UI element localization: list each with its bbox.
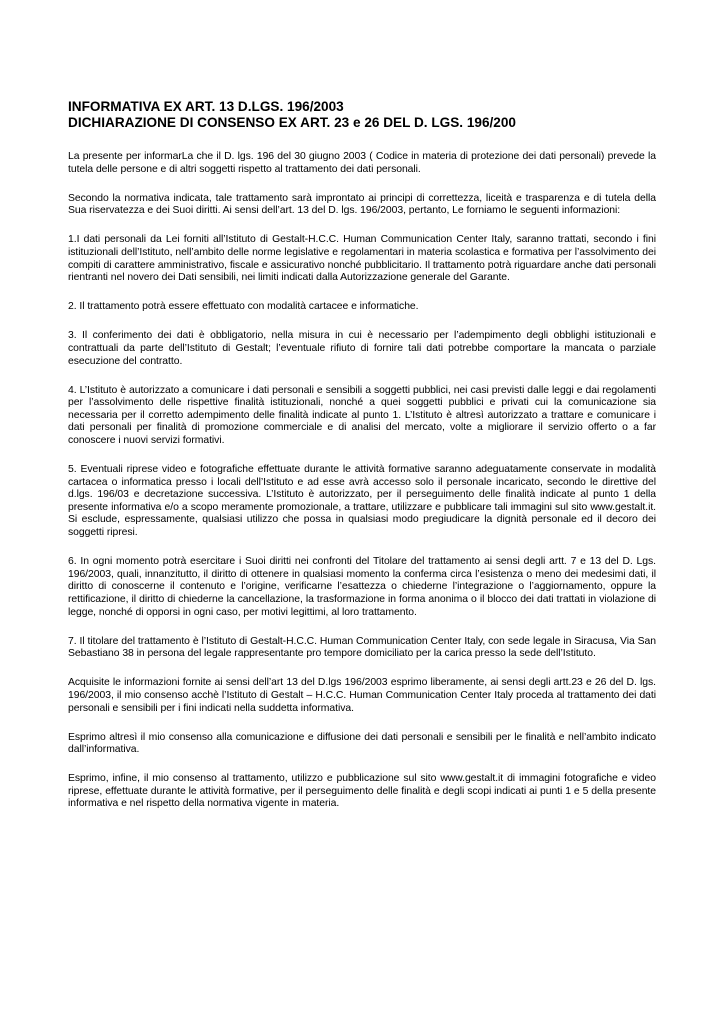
point-3-paragraph: 3. Il conferimento dei dati è obbligatorio, nella misura in cui è necessario per l’adempimento degli obblighi istituzionali e contrattuali da parte dell’Istituto di Gestalt; l’eventuale rifiuto di fornire tali dati potrebbe comportare la mancata o parziale esecuzione del contratto.	[68, 330, 656, 367]
point-1-paragraph: 1.I dati personali da Lei forniti all’Istituto di Gestalt-H.C.C. Human Communication Center Italy, saranno trattati, secondo i fini istituzionali dell’Istituto, nell’ambito delle norme legislative e regolamentari in materia scolastica e formativa per l’assolvimento dei compiti di carattere amministrativo, fiscale e assicurativo nonché pubblicitario. Il trattamento potrà riguardare anche dati personali rientranti nel novero dei Dati sensibili, nei limiti indicati dalla Autorizzazione generale del Garante.	[68, 234, 656, 284]
point-2-paragraph: 2. Il trattamento potrà essere effettuato con modalità cartacee e informatiche.	[68, 301, 419, 313]
intro-paragraph: La presente per informarLa che il D. lgs. 196 del 30 giugno 2003 ( Codice in materia di protezione dei dati personali) prevede la tutela delle persone e di altri soggetti rispetto al trattamento dei dati personali.	[68, 151, 656, 175]
point-7-paragraph: 7. Il titolare del trattamento è l’Istituto di Gestalt-H.C.C. Human Communication Center Italy, con sede legale in Siracusa, Via San Sebastiano 38 in persona del legale rappresentante pro tempore domiciliato per la carica presso la sede dell’Istituto.	[68, 635, 656, 660]
consent-images-paragraph: Esprimo, infine, il mio consenso al trattamento, utilizzo e pubblicazione sul sito www.gestalt.it di immagini fotografiche e video riprese, effettuate durante le attività formative, per il perseguimento delle finalità e degli scopi indicati ai punti 1 e 5 della presente informativa e nel rispetto della normativa vigente in materia.	[68, 773, 656, 810]
document-title: INFORMATIVA EX ART. 13 D.LGS. 196/2003	[68, 99, 344, 114]
document-header	[68, 99, 656, 131]
consent-paragraph: Acquisite le informazioni fornite ai sensi dell’art 13 del D.lgs 196/2003 esprimo liberamente, ai sensi degli artt.23 e 26 del D. lgs. 196/2003, il mio consenso acchè l’Istituto di Gestalt – H.C.C. Human Communication Center Italy proceda al trattamento dei dati personali e sensibili per i fini indicati nella suddetta informativa.	[68, 677, 656, 714]
point-5-paragraph: 5. Eventuali riprese video e fotografiche effettuate durante le attività formative saranno adeguatamente conservate in modalità cartacea o informatica presso i locali dell’Istituto e ad esse avrà accesso solo il personale incaricato, secondo le direttive del d.lgs. 196/03 e decretazione successiva. L’Istituto è autorizzato, per il perseguimento delle finalità indicate al punto 1 della presente informativa e/o a scopo meramente promozionale, a trattare, utilizzare e pubblicare tali immagini sul sito www.gestalt.it. Si esclude, espressamente, qualsiasi utilizzo che possa in qualsiasi modo pregiudicare la dignità personale ed il decoro dei soggetti ripresi.	[68, 464, 656, 539]
point-4-paragraph: 4. L’Istituto è autorizzato a comunicare i dati personali e sensibili a soggetti pubblici, nei casi previsti dalle leggi e dai regolamenti per l’assolvimento delle rispettive finalità istituzionali, nonché a quei soggetti pubblici e privati cui la comunicazione sia necessaria per il corretto adempimento delle finalità indicate al punto 1. L’Istituto è altresì autorizzato a trattare e comunicare i dati personali per finalità di promozione commerciale e di analisi del mercato, volte a migliorare il servizio offerto o a far conoscere i nuovi servizi formativi.	[68, 384, 656, 446]
consent-communication-paragraph: Esprimo altresì il mio consenso alla comunicazione e diffusione dei dati personali e sensibili per le finalità e nell’ambito indicato dall’informativa.	[68, 731, 656, 756]
document-page	[68, 99, 656, 828]
point-6-paragraph: 6. In ogni momento potrà esercitare i Suoi diritti nei confronti del Titolare del trattamento ai sensi degli artt. 7 e 13 del D. Lgs. 196/2003, quali, innanzitutto, il diritto di ottenere in qualsiasi momento la conferma circa l’esistenza o meno dei medesimi dati, il diritto di conoscerne il contenuto e l’origine, verificarne l’esattezza o chiederne l’integrazione o l’aggiornamento, oppure la rettificazione, il diritto di chiederne la cancellazione, la trasformazione in forma anonima o il blocco dei dati trattati in violazione di legge, nonché di opporsi in ogni caso, per motivi legittimi, al loro trattamento.	[68, 556, 656, 618]
document-body	[68, 151, 656, 811]
document-subtitle: DICHIARAZIONE DI CONSENSO EX ART. 23 e 26 DEL D. LGS. 196/200	[68, 115, 516, 130]
principles-paragraph: Secondo la normativa indicata, tale trattamento sarà improntato ai principi di correttezza, liceità e trasparenza e di tutela della Sua riservatezza e dei Suoi diritti. Ai sensi dell’art. 13 del D. lgs. 196/2003, pertanto, Le forniamo le seguenti informazioni:	[68, 192, 656, 217]
